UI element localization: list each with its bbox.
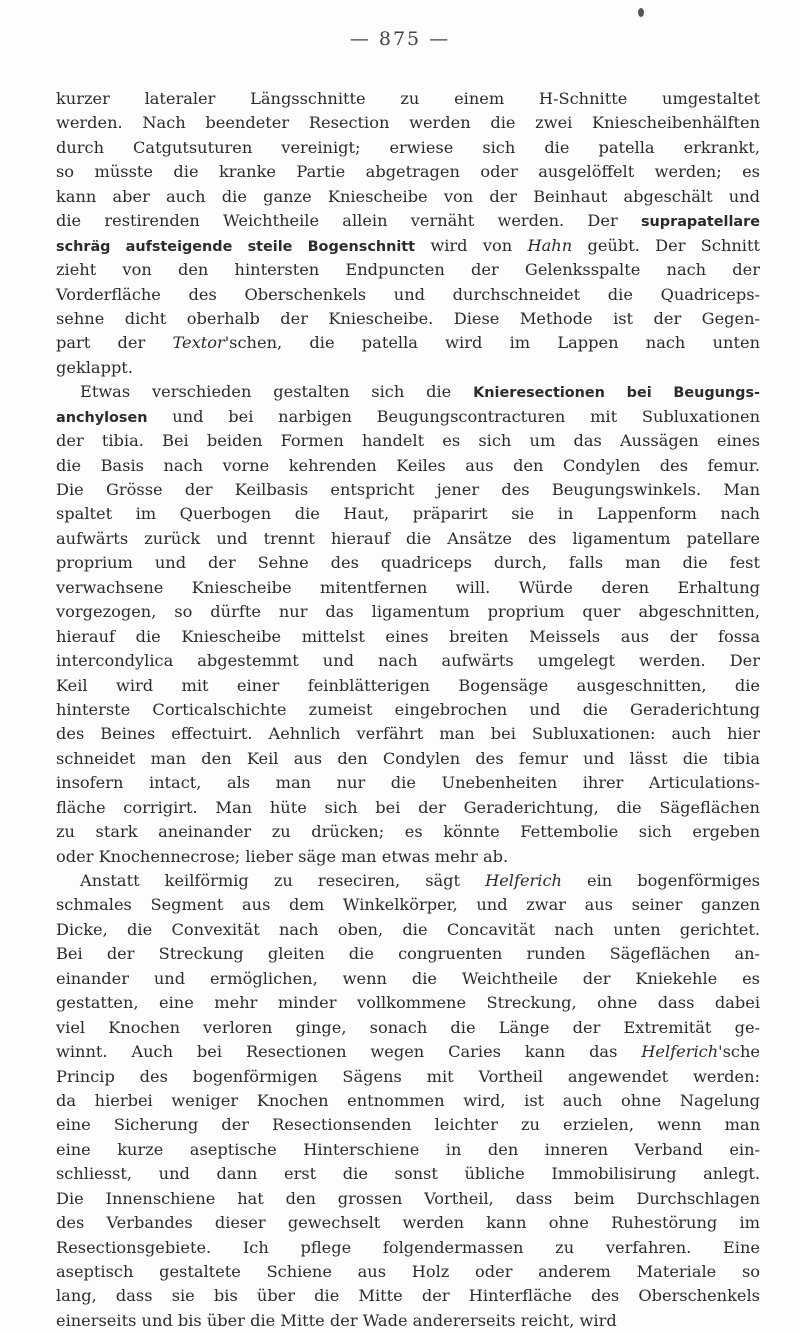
text-run: viel Knochen verloren ginge, sonach die Länge der Extremität ge- [56, 1017, 760, 1037]
text-line [56, 429, 760, 453]
body-text [56, 87, 760, 1333]
text-run: fläche corrigirt. Man hüte sich bei der Geraderichtung, die Sägeflächen [56, 797, 760, 817]
text-line [56, 234, 760, 258]
text-line [56, 1089, 760, 1113]
text-run: zieht von den hintersten Endpuncten der Gelenksspalte nach der [56, 260, 760, 280]
text-run: vorgezogen, so dürfte nur das ligamentum proprium quer abgeschnitten, [56, 602, 760, 622]
ink-dot [638, 8, 644, 17]
text-line [56, 1211, 760, 1235]
text-line [56, 1138, 760, 1162]
emphasis-term: suprapatellare [640, 214, 760, 231]
text-line [56, 380, 760, 404]
text-run: Etwas verschieden gestalten sich die [80, 382, 474, 402]
text-line [56, 674, 760, 698]
text-line [56, 722, 760, 746]
text-run: spaltet im Querbogen die Haut, präparirt sie in Lappenform nach [56, 504, 760, 524]
text-line [56, 209, 760, 233]
text-line [56, 307, 760, 331]
text-run: Anstatt keilförmig zu reseciren, sägt [80, 871, 486, 890]
text-run: gestatten, eine mehr minder vollkommene Streckung, ohne dass dabei [56, 993, 760, 1013]
text-line [56, 160, 760, 184]
text-run: aseptisch gestaltete Schiene aus Holz oder anderem Materiale so [56, 1262, 760, 1281]
text-run: geübt. Der Schnitt [572, 235, 760, 255]
text-run: schliesst, und dann erst die sonst übliche Immobilisirung anlegt. [56, 1164, 760, 1184]
text-run: zu stark aneinander zu drücken; es könnte Fettembolie sich ergeben [56, 822, 760, 842]
text-line [56, 1040, 760, 1064]
text-line [56, 698, 760, 722]
author-name: Helferich [485, 871, 562, 890]
text-line [56, 478, 760, 502]
text-line [56, 527, 760, 551]
text-run: intercondylica abgestemmt und nach aufwärts umgelegt werden. Der [56, 651, 760, 671]
author-name: Hahn [527, 235, 573, 255]
text-line [56, 600, 760, 624]
text-run: durch Catgutsuturen vereinigt; erwiese sich die patella erkrankt, [56, 137, 760, 157]
text-run: werden. Nach beendeter Resection werden die zwei Kniescheibenhälften [56, 113, 760, 133]
text-run: insofern intact, als man nur die Unebenheiten ihrer Articulations- [56, 773, 760, 793]
text-run: Vorderfläche des Oberschenkels und durchschneidet die Quadriceps- [56, 284, 760, 304]
text-line [56, 918, 760, 942]
text-run: kann aber auch die ganze Kniescheibe von der Beinhaut abgeschält und [56, 186, 760, 206]
text-line [56, 1162, 760, 1186]
text-line [56, 356, 760, 380]
text-run: Die Grösse der Keilbasis entspricht jener des Beugungswinkels. Man [56, 480, 760, 499]
text-line [56, 1016, 760, 1040]
text-run: einerseits und bis über die Mitte der Wade andererseits reicht, wird [56, 1310, 617, 1330]
text-line [56, 1236, 760, 1260]
emphasis-term: Knieresectionen bei Beugungs- [473, 385, 761, 402]
text-run: wird von [415, 235, 528, 255]
text-run: einander und ermöglichen, wenn die Weichtheile der Kniekehle es [56, 968, 760, 988]
text-line [56, 405, 760, 429]
text-line [56, 551, 760, 575]
text-run: proprium und der Sehne des quadriceps durch, falls man die fest [56, 553, 760, 573]
text-run: eine Sicherung der Resectionsenden leichter zu erzielen, wenn man [56, 1115, 760, 1135]
text-run: 'sche [718, 1042, 760, 1062]
text-run: winnt. Auch bei Resectionen wegen Caries kann das [56, 1042, 642, 1062]
text-run: des Beines effectuirt. Aehnlich verfährt man bei Subluxationen: auch hier [56, 724, 760, 744]
text-run: Dicke, die Convexität nach oben, die Concavität nach unten gerichtet. [56, 919, 760, 939]
text-line [56, 331, 760, 355]
text-run: des Verbandes dieser gewechselt werden kann ohne Ruhestörung im [56, 1213, 760, 1233]
text-line [56, 796, 760, 820]
text-run: der tibia. Bei beiden Formen handelt es sich um das Aussägen eines [56, 431, 760, 451]
text-run: lang, dass sie bis über die Mitte der Hinterfläche des Oberschenkels [56, 1286, 760, 1306]
text-line [56, 283, 760, 307]
text-line [56, 111, 760, 135]
author-name: Helferich [641, 1042, 719, 1062]
text-line [56, 258, 760, 282]
text-run: verwachsene Kniescheibe mitentfernen will. Würde deren Erhaltung [56, 577, 760, 597]
text-line [56, 136, 760, 160]
text-run: oder Knochennecrose; lieber säge man etwas mehr ab. [56, 846, 509, 866]
text-line [56, 1113, 760, 1137]
text-run: hierauf die Kniescheibe mittelst eines breiten Meissels aus der fossa [56, 626, 760, 646]
text-run: Princip des bogenförmigen Sägens mit Vortheil angewendet werden: [56, 1066, 760, 1086]
text-line [56, 820, 760, 844]
text-line [56, 893, 760, 917]
emphasis-term: schräg aufsteigende steile Bogenschnitt [56, 238, 416, 255]
text-line [56, 502, 760, 526]
text-run: so müsste die kranke Partie abgetragen oder ausgelöffelt werden; es [56, 162, 760, 182]
text-line [56, 1309, 760, 1333]
emphasis-term: anchylosen [56, 409, 148, 426]
text-run: schneidet man den Keil aus den Condylen des femur und lässt die tibia [56, 748, 760, 768]
text-line [56, 185, 760, 209]
text-run: aufwärts zurück und trennt hierauf die Ansätze des ligamentum patellare [56, 528, 760, 548]
text-run: die restirenden Weichtheile allein vernäht werden. Der [56, 211, 641, 231]
text-run: Die Innenschiene hat den grossen Vortheil, dass beim Durchschlagen [56, 1188, 760, 1208]
text-line [56, 1187, 760, 1211]
text-line [56, 991, 760, 1015]
text-run: schmales Segment aus dem Winkelkörper, und zwar aus seiner ganzen [56, 895, 760, 915]
text-line [56, 747, 760, 771]
text-line [56, 1065, 760, 1089]
text-run: 'schen, die patella wird im Lappen nach unten [224, 333, 760, 353]
text-line [56, 869, 760, 893]
text-line [56, 1260, 760, 1284]
text-run: geklappt. [56, 357, 133, 377]
text-run: kurzer lateraler Längsschnitte zu einem H-Schnitte umgestaltet [56, 89, 760, 108]
text-line [56, 649, 760, 673]
text-line [56, 942, 760, 966]
text-run: hinterste Corticalschichte zumeist eingebrochen und die Geraderichtung [56, 699, 760, 719]
text-run: und bei narbigen Beugungscontracturen mit Subluxationen [147, 406, 760, 426]
author-name: Textor [172, 333, 225, 353]
text-line [56, 576, 760, 600]
text-run: da hierbei weniger Knochen entnommen wird, ist auch ohne Nagelung [56, 1090, 760, 1110]
text-run: Resectionsgebiete. Ich pflege folgendermassen zu verfahren. Eine [56, 1237, 760, 1257]
text-run: Bei der Streckung gleiten die congruenten runden Sägeflächen an- [56, 944, 760, 964]
text-run: Keil wird mit einer feinblätterigen Bogensäge ausgeschnitten, die [56, 675, 760, 695]
text-line [56, 845, 760, 869]
text-line [56, 771, 760, 795]
text-run: part der [56, 333, 173, 353]
text-line [56, 87, 760, 111]
text-line [56, 454, 760, 478]
text-line [56, 967, 760, 991]
text-run: ein bogenförmiges [561, 871, 760, 890]
text-run: sehne dicht oberhalb der Kniescheibe. Diese Methode ist der Gegen- [56, 308, 760, 328]
page-number: — 875 — [349, 28, 451, 50]
text-line [56, 625, 760, 649]
text-run: die Basis nach vorne kehrenden Keiles aus den Condylen des femur. [56, 455, 760, 475]
text-run: eine kurze aseptische Hinterschiene in den inneren Verband ein- [56, 1139, 760, 1159]
text-line [56, 1284, 760, 1308]
